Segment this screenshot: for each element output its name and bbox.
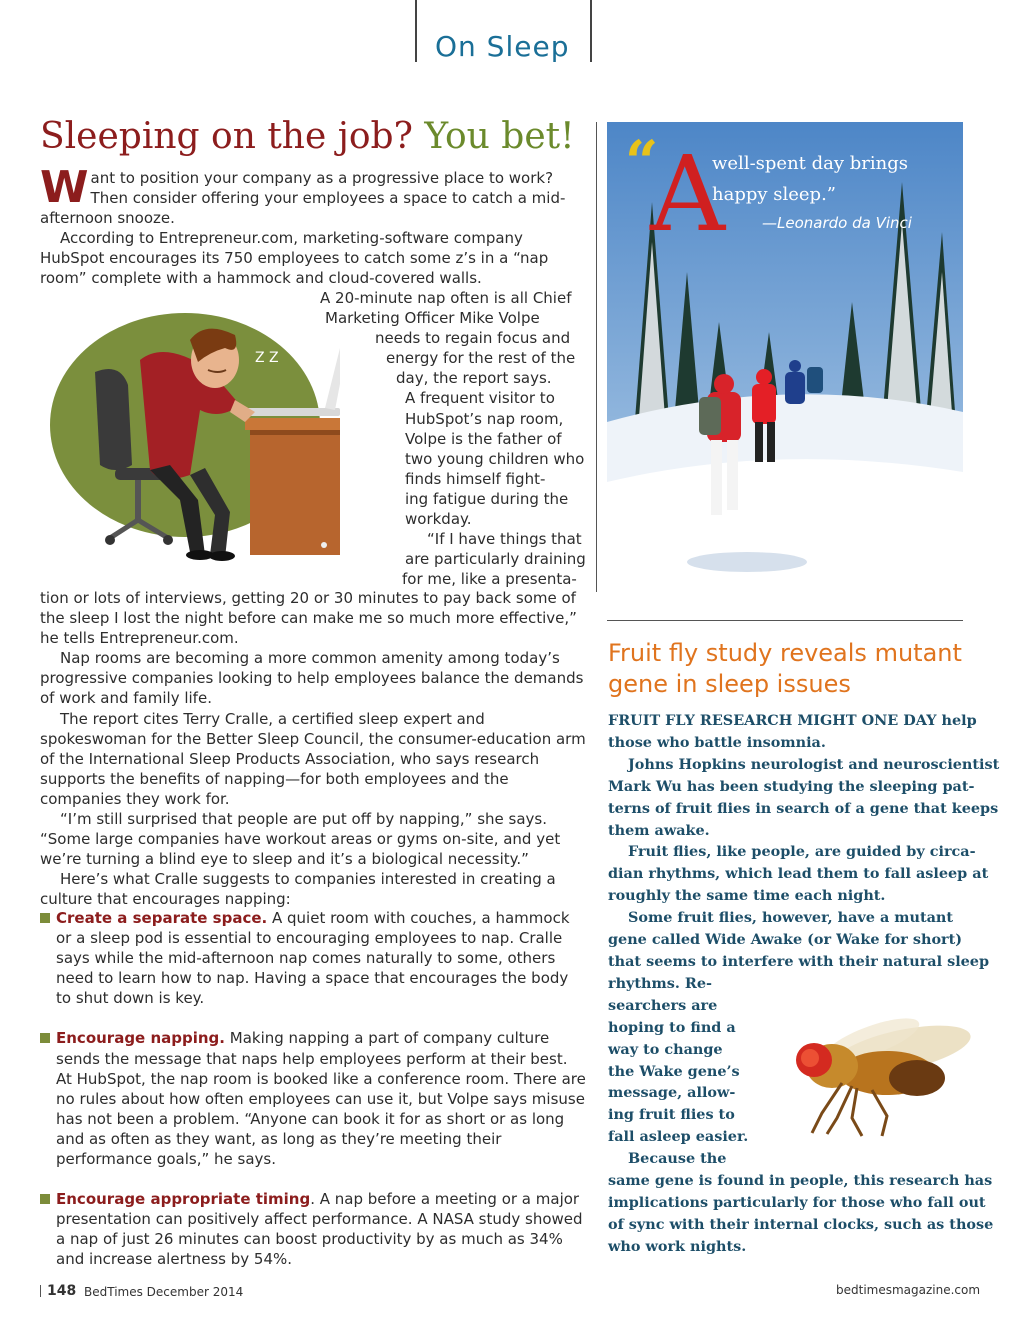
headline-accent: You bet! [424,116,575,157]
sidebar-line: gene called Wide Awake (or Wake for short) [608,931,963,949]
magazine-url: bedtimesmagazine.com [836,1283,981,1297]
sidebar-line: those who battle insomnia. [608,733,826,751]
wrapped-line: Marketing Officer Mike Volpe [325,309,540,328]
sidebar-line: way to change [608,1040,723,1058]
sidebar-line: roughly the same time each night. [608,887,886,905]
footer-tick [40,1285,41,1297]
quote-dropcap: A [650,133,726,255]
sidebar-line: rhythms. Re- [608,974,712,992]
sidebar-line: message, allow- [608,1084,736,1102]
wrapped-line: “If I have things that [427,530,582,549]
column-divider [596,122,597,592]
paragraph-nap-rooms: Nap rooms are becoming a more common amenity among today’s progressive companies looking to help employees balance the demands of work and family life. [40,649,584,708]
header-rule-right [590,0,592,62]
headline-main: Sleeping on the job? [40,116,413,157]
article-intro [40,162,586,289]
wrapped-line: two young children who [405,449,585,468]
sidebar-body [608,710,1000,1258]
sidebar-line: Some fruit flies, however, have a mutant [628,909,954,927]
sidebar-line: fall asleep easier. [608,1128,749,1146]
sidebar-headline: Fruit fly study reveals mutant gene in sleep issues [608,639,962,698]
sidebar-line: Fruit flies, like people, are guided by circa- [628,843,976,861]
wrapped-text-block [300,288,586,589]
pull-quote [712,148,952,210]
quote-line-1: well-spent day brings [712,153,908,174]
tip-item [40,1189,586,1269]
tip-lead: Create a separate space. [56,909,268,927]
sidebar-line: dian rhythms, which lead them to fall asleep at [608,865,989,883]
quote-attribution: —Leonardo da Vinci [762,214,912,232]
wrapped-line: HubSpot’s nap room, [405,409,564,428]
tip-text: A quiet room with couches, a hammock or a sleep pod is essential to encouraging employees to nap. Cralle says while the mid-afternoon nap comes naturally to some, others need to learn how to nap. Having a space that encourages the body to shut down is key. [56,909,570,1008]
bullet-square-icon [40,1194,50,1204]
section-label: On Sleep [435,30,570,63]
sidebar-line: FRUIT FLY RESEARCH MIGHT ONE DAY help [608,712,977,729]
continued-paragraph: tion or lots of interviews, getting 20 or 30 minutes to pay back some of the sleep I lost the night before can make me so much more effective,” he tells Entrepreneur.com. [40,589,577,648]
quote-mark: “ [625,128,659,196]
paragraph-report: The report cites Terry Cralle, a certified sleep expert and spokeswoman for the Better Sleep Council, the consumer-education arm of the International Sleep Products Association, who says research supports the benefits of napping—for both employees and the companies they work for. [40,709,586,808]
article-headline [40,114,575,160]
tip-lead: Encourage napping. [56,1029,225,1048]
sidebar-line: hoping to find a [608,1018,736,1036]
sidebar-line: Mark Wu has been studying the sleeping pat- [608,777,975,795]
page-number: 148 [47,1283,77,1299]
sidebar-line: Because the [628,1150,727,1168]
paragraph-suggest: Here’s what Cralle suggests to companies interested in creating a culture that encourages napping: [40,870,556,909]
sidebar-line: of sync with their internal clocks, such as those [608,1215,994,1233]
wrapped-line: ing fatigue during the [405,489,569,508]
quote-line-2: happy sleep.” [712,184,837,205]
sidebar-line: terns of fruit flies in search of a gene that keeps [608,799,999,817]
wrapped-line: A 20-minute nap often is all Chief [320,289,572,307]
wrapped-line: A frequent visitor to [405,389,555,408]
sidebar-rule [607,620,963,621]
wrapped-line: finds himself fight- [405,469,546,488]
bullet-square-icon [40,913,50,923]
wrapped-line: for me, like a presenta- [402,570,577,589]
sidebar-line: implications particularly for those who fall out [608,1193,986,1211]
sleeping-worker-illustration [40,300,340,565]
wrapped-line: energy for the rest of the [386,349,576,368]
tips-list [40,908,586,1290]
intro-paragraph-1: ant to position your company as a progressive place to work? Then consider offering your employees a space to catch a mid-afternoon snooze. [40,169,566,228]
sidebar-line: the Wake gene’s [608,1062,740,1080]
tip-lead: Encourage appropriate timing [56,1190,311,1209]
wrapped-line: Volpe is the father of [405,429,562,448]
magazine-issue: BedTimes December 2014 [84,1285,244,1299]
tip-text: Making napping a part of company culture sends the message that naps help employees perform at their best. At HubSpot, the nap room is booked like a conference room. There are no rules about how often employees can use it, but Volpe says misuse has not been a problem. “Anyone can book it for as short or as long and as often as they want, as long as they’re meeting their performance goals,” he says. [56,1029,586,1169]
wrapped-line: are particularly draining [405,550,586,569]
sidebar-line: ing fruit flies to [608,1106,735,1124]
tip-item [40,1028,586,1169]
article-body [40,588,586,910]
sidebar-line: Johns Hopkins neurologist and neuroscientist [628,755,1000,773]
sidebar-line: searchers are [608,996,718,1014]
wrapped-line: needs to regain focus and [375,329,571,348]
paragraph-quote: “I’m still surprised that people are put off by napping,” she says. “Some large companies have workout areas or gyms on-site, and yet we’re turning a blind eye to sleep and it’s a biological necessity.” [40,810,561,869]
sidebar-line: same gene is found in people, this research has [608,1172,993,1190]
tip-text: . A nap before a meeting or a major presentation can positively affect performance. A NASA study showed a nap of just 26 minutes can boost productivity by as much as 34% and increase alertness by 54%. [56,1190,583,1269]
sidebar-line: that seems to interfere with their natural sleep [608,952,990,970]
intro-paragraph-2: According to Entrepreneur.com, marketing-software company HubSpot encourages its 750 employees to catch some z’s in a “nap room” complete with a hammock and cloud-covered walls. [40,229,549,288]
bullet-square-icon [40,1033,50,1043]
wrapped-line: workday. [405,510,472,529]
sidebar-line: who work nights. [608,1237,747,1255]
fruit-fly-image [752,988,992,1138]
header-rule-left [415,0,417,62]
sidebar-line: them awake. [608,821,710,839]
drop-cap: W [40,162,89,213]
zzz-text: Z Z [255,350,279,366]
tip-item [40,908,586,1008]
wrapped-line: day, the report says. [396,369,552,388]
